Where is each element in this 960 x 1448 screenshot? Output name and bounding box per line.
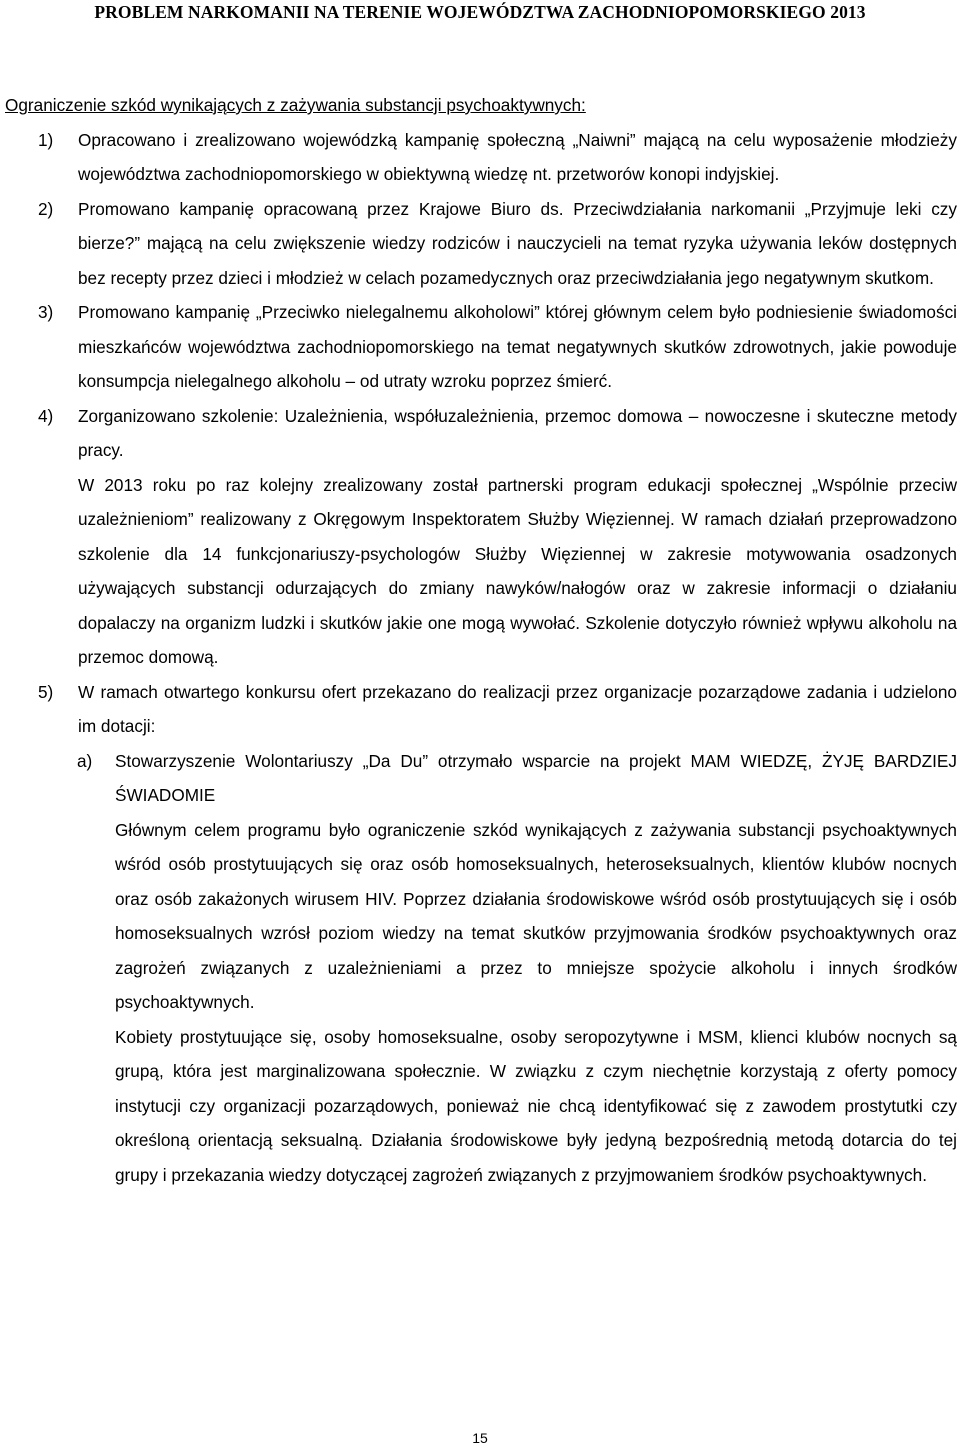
list-item-3 (5, 295, 957, 399)
list-marker-1: 1) (38, 129, 54, 150)
sub-paragraph-target-group: Kobiety prostytuujące się, osoby homoseksualne, osoby seropozytywne i MSM, klienci klubów nocnych są grupą, która jest marginalizowana społecznie. W związku z czym niechętnie korzystają z oferty pomocy instytucji czy organizacji pozarządowych, ponieważ nie chcą identyfikować się z zawodem prostytutki czy określoną orientacją seksualną. Działania środowiskowe były jedyną bezpośrednią metodą dotarcia do tej grupy i przekazania wiedzy dotyczącej zagrożeń związanych z przyjmowaniem środków psychoaktywnych. (115, 1026, 957, 1185)
page-number: 15 (472, 1430, 488, 1446)
sub-item-a-text: Stowarzyszenie Wolontariuszy „Da Du” otrzymało wsparcie na projekt MAM WIEDZĘ, ŻYJĘ BARDZIEJ ŚWIADOMIE (115, 750, 957, 805)
list-item-5 (5, 675, 957, 744)
list-item-1 (5, 123, 957, 192)
list-item-4-text: Zorganizowano szkolenie: Uzależnienia, współuzależnienia, przemoc domowa – nowoczesne i skuteczne metody pracy. (78, 405, 957, 460)
list-marker-4: 4) (38, 405, 54, 426)
list-marker-2: 2) (38, 198, 54, 219)
sub-item-a (5, 744, 957, 813)
list-marker-3: 3) (38, 302, 54, 322)
list-item-2-text: Promowano kampanię opracowaną przez Krajowe Biuro ds. Przeciwdziałania narkomanii „Przyjmuje leki czy bierze?” mającą na celu zwiększenie wiedzy rodziców i nauczycieli na temat ryzyka używania leków dostępnych bez recepty przez dzieci i młodzież w celach pozamedycznych oraz przeciwdziałania jego negatywnym skutkom. (78, 198, 957, 288)
section-title: Ograniczenie szkód wynikających z zażywania substancji psychoaktywnych: (5, 95, 586, 115)
sub-paragraph-goal: Głównym celem programu było ograniczenie szkód wynikających z zażywania substancji psychoaktywnych wśród osób prostytuujących się oraz osób homoseksualnych, heteroseksualnych, klientów klubów nocnych oraz osób zakażonych wirusem HIV. Poprzez działania środowiskowe wśród osób prostytuujących się i osób homoseksualnych wzrósł poziom wiedzy na temat skutków przyjmowania środków psychoaktywnych oraz zagrożeń związanych z uzależnieniami a przez to mniejsze spożycie alkoholu i innych środków psychoaktywnych. (115, 819, 957, 1012)
list-item-1-text: Opracowano i zrealizowano wojewódzką kampanię społeczną „Naiwni” mającą na celu wyposażenie młodzieży województwa zachodniopomorskiego w obiektywną wiedzę nt. przetworów konopi indyjskiej. (78, 129, 957, 184)
list-item-2 (5, 192, 957, 296)
page-header-title: PROBLEM NARKOMANII NA TERENIE WOJEWÓDZTWA ZACHODNIOPOMORSKIEGO 2013 (94, 2, 866, 22)
document-body (5, 88, 957, 1192)
sub-marker-a: a) (77, 750, 93, 771)
list-marker-5: 5) (38, 681, 54, 702)
list-item-5-text: W ramach otwartego konkursu ofert przekazano do realizacji przez organizacje pozarządowe zadania i udzielono im dotacji: (78, 681, 957, 736)
list-item-3-text: Promowano kampanię „Przeciwko nielegalnemu alkoholowi” której głównym celem było podniesienie świadomości mieszkańców województwa zachodniopomorskiego na temat negatywnych skutków zdrowotnych, jakie powoduje konsumpcja nielegalnego alkoholu – od utraty wzroku poprzez śmierć. (78, 302, 957, 391)
list-item-4 (5, 399, 957, 468)
paragraph-2013-program: W 2013 roku po raz kolejny zrealizowany został partnerski program edukacji społecznej „Wspólnie przeciw uzależnieniom” realizowany z Okręgowym Inspektoratem Służby Więziennej. W ramach działań przeprowadzono szkolenie dla 14 funkcjonariuszy-psychologów Służby Więziennej w zakresie motywowania osadzonych używających substancji odurzających do zmiany nawyków/nałogów oraz w zakresie informacji o działaniu dopalaczy na organizm ludzki i skutków jakie one mogą wywołać. Szkolenie dotyczyło również wpływu alkoholu na przemoc domową. (78, 474, 957, 667)
